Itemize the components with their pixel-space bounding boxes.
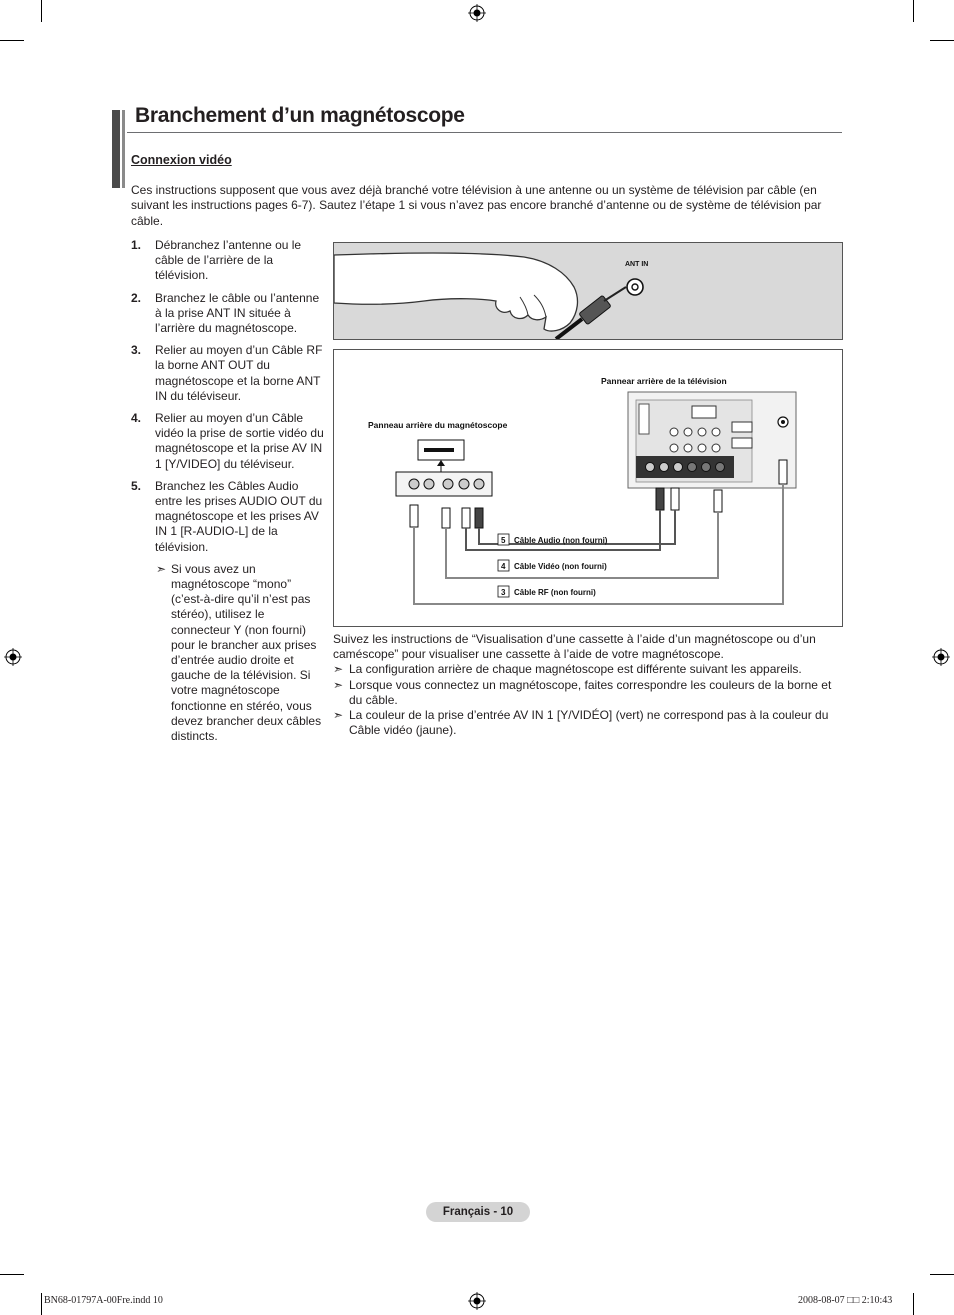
section-subtitle: Connexion vidéo (131, 153, 232, 167)
cable-label: Câble Vidéo (non fourni) (514, 562, 607, 571)
step-item (131, 238, 326, 284)
step-number: 2. (131, 290, 142, 305)
step-number: 5. (131, 478, 142, 493)
cable-number: 3 (501, 588, 506, 597)
registration-mark-icon (932, 648, 950, 666)
step-number: 1. (131, 238, 142, 252)
cable-label: Câble RF (non fourni) (514, 588, 596, 597)
vcr-device (396, 440, 492, 496)
note-arrow-icon: ➣ (333, 708, 344, 723)
cable-number: 4 (501, 562, 506, 571)
cable-number: 5 (501, 536, 506, 545)
crop-mark (913, 0, 914, 22)
step-text: Relier au moyen d’un Câble RF la borne ANT OUT du magnétoscope et la borne ANT IN du téléviseur. (155, 343, 323, 403)
cable-label: Câble Audio (non fourni) (514, 536, 608, 545)
bullet-text: La couleur de la prise d’entrée AV IN 1 [Y/VIDÉO] (vert) ne correspond pas à la couleur du Câble vidéo (jaune). (349, 708, 829, 738)
crop-mark (41, 1293, 42, 1315)
registration-mark-icon (468, 4, 486, 22)
imprint-file: BN68-01797A-00Fre.indd 10 (44, 1295, 163, 1306)
cable-legend-5 (498, 534, 608, 545)
note-text: Si vous avez un magnétoscope “mono” (c’est-à-dire qu’il n’est pas stéréo), utilisez le connecteur Y (non fourni) pour le brancher aux prises d’entrée audio droite et gauche de la télévision. Si votre magnétoscope fonctionne en stéréo, vous devez brancher deux câbles distincts. (171, 561, 322, 744)
step-item (131, 479, 326, 555)
connection-diagram (334, 350, 842, 626)
bullet-item (333, 678, 845, 708)
tv-panel-label: Pannear arrière de la télévision (601, 376, 727, 386)
crop-mark (41, 0, 42, 22)
step-item (131, 291, 326, 337)
figure-ant-in (333, 242, 843, 340)
hand-plugging-cable-illustration (334, 243, 842, 339)
intro-paragraph: Ces instructions supposent que vous avez déjà branché votre télévision à une antenne ou un système de télévision par câble (en suivant les instructions pages 6-7). Sautez l’étape 1 si vous n’avez pas encore branché d’antenne ou de système de télévision par câble. (131, 183, 822, 228)
title-accent-bar (122, 110, 125, 188)
crop-mark (930, 1274, 954, 1275)
title-accent-bar (112, 110, 120, 188)
bullet-item (333, 662, 845, 677)
after-figure-text (333, 632, 845, 738)
step-item (131, 343, 326, 404)
bullet-text: Lorsque vous connectez un magnétoscope, faites correspondre les couleurs de la borne et du câble. (349, 677, 832, 707)
step-number: 3. (131, 343, 142, 358)
step-text: Branchez le câble ou l’antenne à la prise ANT IN située à l’arrière du magnétoscope. (155, 290, 320, 336)
figure-connection-diagram (333, 349, 843, 627)
step-text: Branchez les Câbles Audio entre les prises AUDIO OUT du magnétoscope et les prises AV IN 1 [R-AUDIO-L] de la télévision. (155, 478, 323, 554)
crop-mark (913, 1293, 914, 1315)
step-number: 4. (131, 411, 142, 426)
crop-mark (0, 40, 24, 41)
title-rule (127, 132, 842, 133)
registration-mark-icon (4, 648, 22, 666)
steps-list (131, 238, 326, 744)
cable-legend-3 (498, 586, 596, 597)
crop-mark (930, 40, 954, 41)
crop-mark (0, 1274, 24, 1275)
note-arrow-icon: ➣ (333, 662, 344, 677)
page-number-badge: Français - 10 (426, 1202, 530, 1222)
registration-mark-icon (468, 1292, 486, 1310)
note-item (131, 562, 326, 744)
step-text: Relier au moyen d’un Câble vidéo la prise de sortie vidéo du magnétoscope et la prise AV IN 1 [Y/VIDEO] du téléviseur. (155, 411, 324, 471)
page-title: Branchement d’un magnétoscope (135, 104, 465, 127)
step-text: Débranchez l’antenne ou le câble de l’arrière de la télévision. (155, 238, 302, 283)
note-arrow-icon: ➣ (333, 677, 344, 692)
ant-in-label: ANT IN (625, 261, 649, 268)
vcr-panel-label: Panneau arrière du magnétoscope (368, 420, 508, 430)
after-intro: Suivez les instructions de “Visualisation d’une cassette à l’aide d’un magnétoscope ou d’un caméscope” pour visualiser une cassette à l’aide de votre magnétoscope. (333, 632, 816, 662)
step-item (131, 411, 326, 472)
bullet-item (333, 708, 845, 738)
note-arrow-icon: ➣ (156, 561, 167, 576)
cable-legend-4 (498, 560, 607, 571)
tv-back-panel (628, 392, 796, 488)
imprint-timestamp: 2008-08-07 □□ 2:10:43 (798, 1295, 893, 1306)
bullet-text: La configuration arrière de chaque magnétoscope est différente suivant les appareils. (349, 662, 802, 677)
